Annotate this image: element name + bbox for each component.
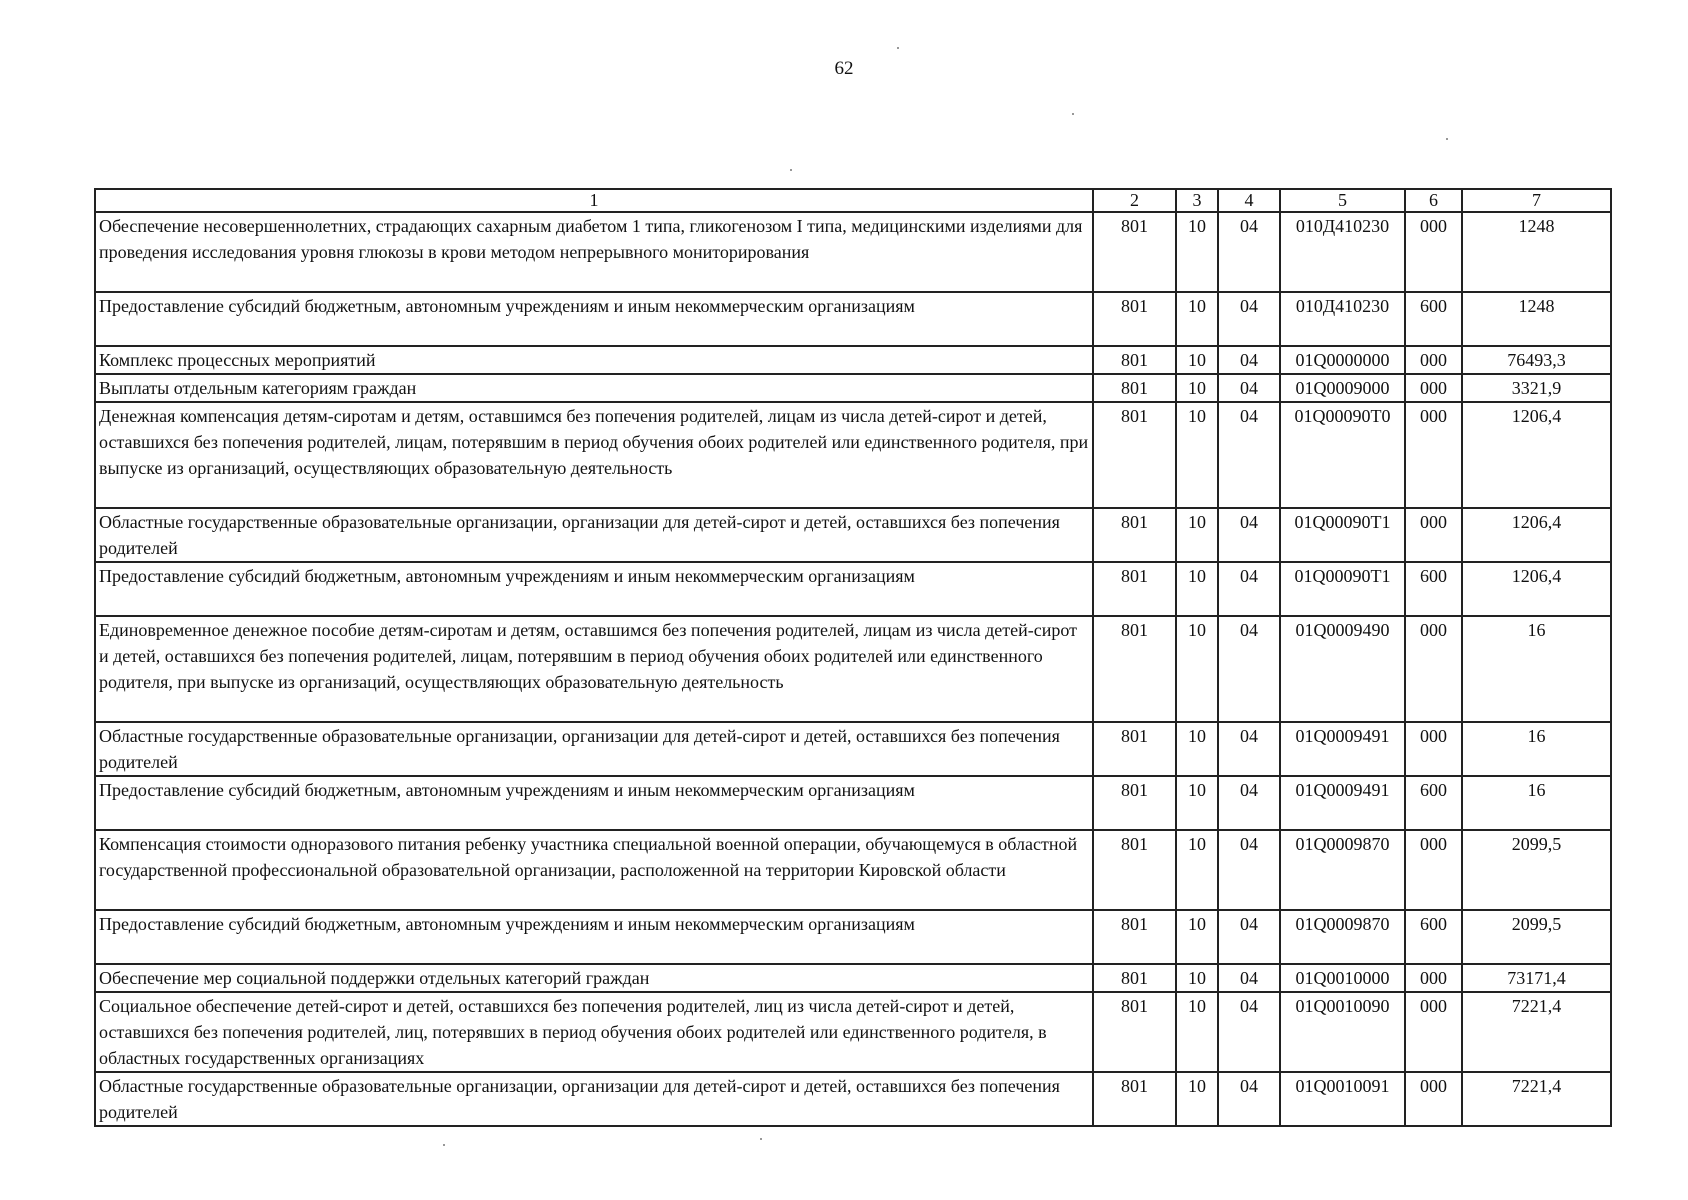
row-name: Предоставление субсидий бюджетным, автономным учреждениям и иным некоммерческим организациям — [95, 776, 1093, 830]
cell-c7: 7221,4 — [1462, 992, 1611, 1072]
cell-c3: 10 — [1176, 722, 1218, 776]
cell-c7: 2099,5 — [1462, 910, 1611, 964]
cell-c7: 2099,5 — [1462, 830, 1611, 910]
cell-c5: 01Q0009490 — [1280, 616, 1405, 722]
cell-c4: 04 — [1218, 346, 1280, 374]
scan-speck — [760, 1138, 762, 1140]
scan-speck — [1072, 113, 1074, 115]
row-name: Обеспечение мер социальной поддержки отдельных категорий граждан — [95, 964, 1093, 992]
budget-table — [94, 188, 1612, 1127]
column-header: 1 — [95, 189, 1093, 212]
cell-c2: 801 — [1093, 722, 1176, 776]
table-row — [95, 508, 1611, 562]
cell-c4: 04 — [1218, 830, 1280, 910]
cell-c4: 04 — [1218, 1072, 1280, 1126]
cell-c2: 801 — [1093, 292, 1176, 346]
table-row — [95, 992, 1611, 1072]
cell-c5: 010Д410230 — [1280, 292, 1405, 346]
cell-c7: 73171,4 — [1462, 964, 1611, 992]
cell-c3: 10 — [1176, 910, 1218, 964]
cell-c6: 600 — [1405, 562, 1462, 616]
cell-c5: 01Q0010000 — [1280, 964, 1405, 992]
row-name: Денежная компенсация детям-сиротам и детям, оставшимся без попечения родителей, лицам из числа детей-сирот и детей, оставшихся без попечения родителей, лицам, потерявшим в период обучения обоих родителей или единственного родителя, при выпуске из организаций, осуществляющих образовательную деятельность — [95, 402, 1093, 508]
cell-c3: 10 — [1176, 964, 1218, 992]
row-name: Выплаты отдельным категориям граждан — [95, 374, 1093, 402]
cell-c6: 000 — [1405, 212, 1462, 292]
row-name: Компенсация стоимости одноразового питания ребенку участника специальной военной операции, обучающемуся в областной государственной профессиональной образовательной организации, расположенной на территории Кировской области — [95, 830, 1093, 910]
cell-c4: 04 — [1218, 776, 1280, 830]
cell-c5: 01Q0000000 — [1280, 346, 1405, 374]
cell-c2: 801 — [1093, 910, 1176, 964]
cell-c2: 801 — [1093, 346, 1176, 374]
table-row — [95, 910, 1611, 964]
cell-c4: 04 — [1218, 212, 1280, 292]
cell-c2: 801 — [1093, 402, 1176, 508]
cell-c2: 801 — [1093, 508, 1176, 562]
column-header: 4 — [1218, 189, 1280, 212]
table-row — [95, 776, 1611, 830]
cell-c6: 000 — [1405, 722, 1462, 776]
cell-c4: 04 — [1218, 964, 1280, 992]
cell-c7: 3321,9 — [1462, 374, 1611, 402]
cell-c2: 801 — [1093, 374, 1176, 402]
cell-c3: 10 — [1176, 830, 1218, 910]
column-header: 3 — [1176, 189, 1218, 212]
cell-c2: 801 — [1093, 212, 1176, 292]
cell-c6: 000 — [1405, 616, 1462, 722]
row-name: Областные государственные образовательные организации, организации для детей-сирот и детей, оставшихся без попечения родителей — [95, 1072, 1093, 1126]
scan-speck — [1446, 138, 1448, 140]
cell-c4: 04 — [1218, 992, 1280, 1072]
row-name: Социальное обеспечение детей-сирот и детей, оставшихся без попечения родителей, лиц из числа детей-сирот и детей, оставшихся без попечения родителей, лиц, потерявших в период обучения обоих родителей или единственного родителя, в областных государственных организациях — [95, 992, 1093, 1072]
cell-c4: 04 — [1218, 508, 1280, 562]
cell-c2: 801 — [1093, 776, 1176, 830]
table-row — [95, 212, 1611, 292]
table-row — [95, 616, 1611, 722]
cell-c2: 801 — [1093, 992, 1176, 1072]
cell-c5: 01Q0010090 — [1280, 992, 1405, 1072]
cell-c3: 10 — [1176, 292, 1218, 346]
cell-c6: 600 — [1405, 910, 1462, 964]
cell-c4: 04 — [1218, 910, 1280, 964]
cell-c4: 04 — [1218, 374, 1280, 402]
table-row — [95, 402, 1611, 508]
cell-c3: 10 — [1176, 374, 1218, 402]
column-header: 5 — [1280, 189, 1405, 212]
cell-c2: 801 — [1093, 562, 1176, 616]
row-name: Предоставление субсидий бюджетным, автономным учреждениям и иным некоммерческим организациям — [95, 910, 1093, 964]
table-row — [95, 292, 1611, 346]
cell-c6: 000 — [1405, 964, 1462, 992]
cell-c6: 000 — [1405, 830, 1462, 910]
cell-c7: 1206,4 — [1462, 402, 1611, 508]
scan-speck — [790, 169, 792, 171]
cell-c4: 04 — [1218, 562, 1280, 616]
row-name: Предоставление субсидий бюджетным, автономным учреждениям и иным некоммерческим организациям — [95, 562, 1093, 616]
cell-c6: 000 — [1405, 402, 1462, 508]
table-row — [95, 562, 1611, 616]
cell-c4: 04 — [1218, 402, 1280, 508]
cell-c7: 16 — [1462, 722, 1611, 776]
cell-c6: 000 — [1405, 374, 1462, 402]
scan-speck — [897, 47, 899, 49]
cell-c4: 04 — [1218, 292, 1280, 346]
cell-c6: 000 — [1405, 346, 1462, 374]
cell-c3: 10 — [1176, 616, 1218, 722]
row-name: Областные государственные образовательные организации, организации для детей-сирот и детей, оставшихся без попечения родителей — [95, 508, 1093, 562]
cell-c6: 000 — [1405, 1072, 1462, 1126]
cell-c6: 000 — [1405, 992, 1462, 1072]
cell-c5: 01Q0009491 — [1280, 722, 1405, 776]
cell-c4: 04 — [1218, 616, 1280, 722]
cell-c5: 01Q0009870 — [1280, 910, 1405, 964]
table-row — [95, 1072, 1611, 1126]
row-name: Комплекс процессных мероприятий — [95, 346, 1093, 374]
cell-c3: 10 — [1176, 212, 1218, 292]
cell-c6: 600 — [1405, 292, 1462, 346]
cell-c6: 600 — [1405, 776, 1462, 830]
cell-c7: 1248 — [1462, 292, 1611, 346]
cell-c2: 801 — [1093, 830, 1176, 910]
row-name: Обеспечение несовершеннолетних, страдающих сахарным диабетом 1 типа, гликогенозом I типа, медицинскими изделиями для проведения исследования уровня глюкозы в крови методом непрерывного мониторирования — [95, 212, 1093, 292]
cell-c3: 10 — [1176, 992, 1218, 1072]
column-header: 6 — [1405, 189, 1462, 212]
cell-c5: 01Q0009491 — [1280, 776, 1405, 830]
cell-c3: 10 — [1176, 1072, 1218, 1126]
row-name: Предоставление субсидий бюджетным, автономным учреждениям и иным некоммерческим организациям — [95, 292, 1093, 346]
cell-c5: 010Д410230 — [1280, 212, 1405, 292]
cell-c7: 1248 — [1462, 212, 1611, 292]
cell-c7: 16 — [1462, 616, 1611, 722]
cell-c7: 1206,4 — [1462, 508, 1611, 562]
cell-c5: 01Q0009000 — [1280, 374, 1405, 402]
cell-c7: 76493,3 — [1462, 346, 1611, 374]
cell-c5: 01Q00090Т1 — [1280, 562, 1405, 616]
page-number: 62 — [834, 58, 854, 79]
table-row — [95, 722, 1611, 776]
column-header: 7 — [1462, 189, 1611, 212]
cell-c7: 16 — [1462, 776, 1611, 830]
cell-c5: 01Q0010091 — [1280, 1072, 1405, 1126]
cell-c5: 01Q0009870 — [1280, 830, 1405, 910]
cell-c3: 10 — [1176, 776, 1218, 830]
cell-c7: 1206,4 — [1462, 562, 1611, 616]
cell-c4: 04 — [1218, 722, 1280, 776]
cell-c3: 10 — [1176, 346, 1218, 374]
table-row — [95, 830, 1611, 910]
cell-c5: 01Q00090Т1 — [1280, 508, 1405, 562]
header-row — [95, 189, 1611, 212]
cell-c6: 000 — [1405, 508, 1462, 562]
cell-c5: 01Q00090Т0 — [1280, 402, 1405, 508]
cell-c2: 801 — [1093, 1072, 1176, 1126]
table-row — [95, 964, 1611, 992]
cell-c2: 801 — [1093, 616, 1176, 722]
column-header: 2 — [1093, 189, 1176, 212]
row-name: Областные государственные образовательные организации, организации для детей-сирот и детей, оставшихся без попечения родителей — [95, 722, 1093, 776]
cell-c2: 801 — [1093, 964, 1176, 992]
cell-c7: 7221,4 — [1462, 1072, 1611, 1126]
row-name: Единовременное денежное пособие детям-сиротам и детям, оставшимся без попечения родителей, лицам из числа детей-сирот и детей, оставшихся без попечения родителей, лицам, потерявшим в период обучения обоих родителей или единственного родителя, при выпуске из организаций, осуществляющих образовательную деятельность — [95, 616, 1093, 722]
cell-c3: 10 — [1176, 508, 1218, 562]
table-row — [95, 374, 1611, 402]
table-row — [95, 346, 1611, 374]
scan-speck — [443, 1144, 445, 1146]
cell-c3: 10 — [1176, 402, 1218, 508]
cell-c3: 10 — [1176, 562, 1218, 616]
